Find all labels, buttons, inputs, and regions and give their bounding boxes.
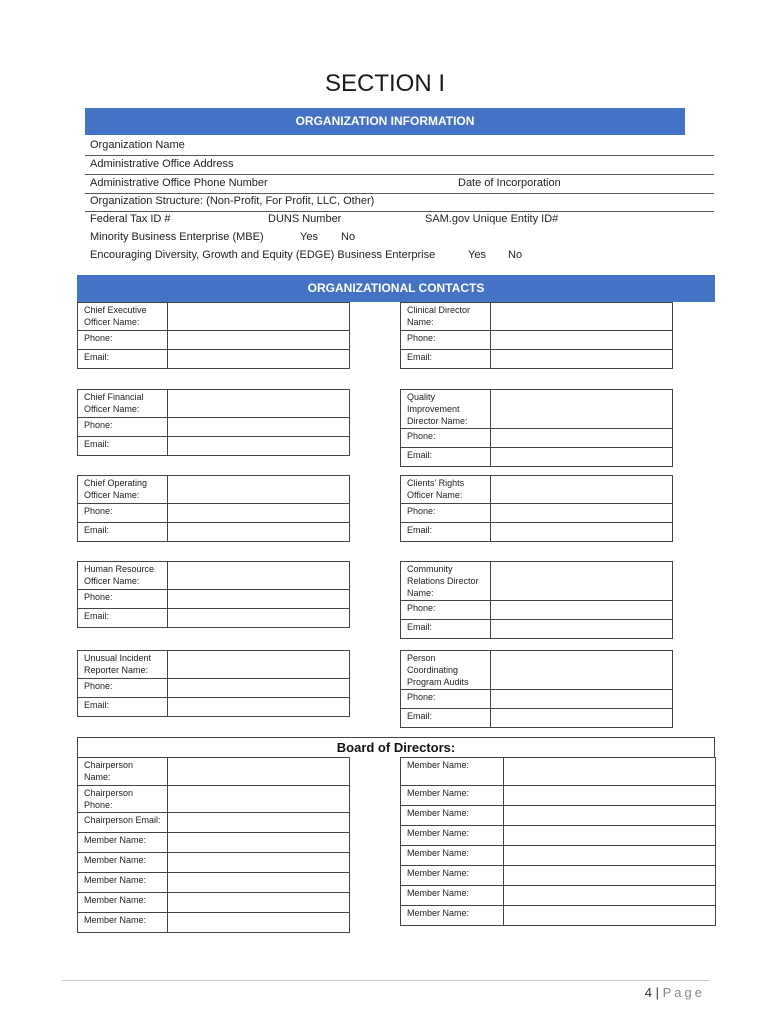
contact-email-label: Email: <box>78 698 168 717</box>
contact-email-label: Email: <box>401 448 491 467</box>
board-left-field[interactable] <box>168 893 350 913</box>
contact-table-left-4 <box>77 650 350 717</box>
board-left-field[interactable] <box>168 913 350 933</box>
board-left-label: Member Name: <box>78 893 168 913</box>
contact-email-label: Email: <box>401 620 491 639</box>
contact-email-label: Email: <box>401 523 491 542</box>
date-of-incorporation-label: Date of Incorporation <box>458 177 561 189</box>
edge-row <box>85 247 714 265</box>
contact-phone-label: Phone: <box>401 331 491 350</box>
page-number: 4 <box>644 985 652 1000</box>
contact-phone-field[interactable] <box>491 504 673 523</box>
contact-phone-field[interactable] <box>168 504 350 523</box>
contact-phone-field[interactable] <box>168 331 350 350</box>
org-structure-label: Organization Structure: (Non-Profit, For Profit, LLC, Other) <box>90 195 375 207</box>
contact-email-field[interactable] <box>168 350 350 369</box>
contact-phone-label: Phone: <box>78 679 168 698</box>
page-word: Page <box>662 985 705 1000</box>
edge-yes-option[interactable]: Yes <box>468 249 486 261</box>
board-right-label: Member Name: <box>401 866 504 886</box>
contact-table-right-3 <box>400 561 673 639</box>
board-right-label: Member Name: <box>401 786 504 806</box>
section-title: SECTION I <box>324 70 445 97</box>
org-phone-row[interactable] <box>85 175 714 194</box>
board-right-field[interactable] <box>504 786 716 806</box>
board-right-field[interactable] <box>504 866 716 886</box>
edge-label: Encouraging Diversity, Growth and Equity (EDGE) Business Enterprise <box>90 249 436 261</box>
contact-phone-label: Phone: <box>78 590 168 609</box>
org-address-label: Administrative Office Address <box>90 158 234 170</box>
contact-name-label: Chief Operating Officer Name: <box>78 476 168 504</box>
org-name-row[interactable] <box>85 137 714 156</box>
contact-name-field[interactable] <box>491 390 673 429</box>
contact-email-label: Email: <box>78 437 168 456</box>
mbe-yes-option[interactable]: Yes <box>300 231 318 243</box>
contact-name-field[interactable] <box>491 651 673 690</box>
contact-email-field[interactable] <box>491 350 673 369</box>
board-right-field[interactable] <box>504 906 716 926</box>
board-right-field[interactable] <box>504 846 716 866</box>
contact-email-field[interactable] <box>168 523 350 542</box>
contact-email-label: Email: <box>78 523 168 542</box>
mbe-no-option[interactable]: No <box>341 231 356 243</box>
tax-id-row[interactable] <box>85 211 714 229</box>
contact-email-field[interactable] <box>491 620 673 639</box>
contact-phone-field[interactable] <box>168 679 350 698</box>
contact-table-left-3 <box>77 561 350 628</box>
contact-table-left-2 <box>77 475 350 542</box>
board-left-label: Chairperson Name: <box>78 758 168 786</box>
contact-phone-label: Phone: <box>78 418 168 437</box>
contact-table-right-2 <box>400 475 673 542</box>
contact-name-field[interactable] <box>168 303 350 331</box>
contact-name-field[interactable] <box>168 476 350 504</box>
contact-email-field[interactable] <box>491 448 673 467</box>
duns-label: DUNS Number <box>268 213 342 225</box>
board-left-field[interactable] <box>168 786 350 813</box>
org-address-row[interactable] <box>85 156 714 175</box>
contact-phone-label: Phone: <box>401 601 491 620</box>
footer-divider <box>62 980 710 981</box>
contact-email-field[interactable] <box>491 523 673 542</box>
page-separator: | <box>655 985 659 1000</box>
contact-table-left-0 <box>77 302 350 369</box>
contact-email-label: Email: <box>78 350 168 369</box>
board-left-label: Chairperson Phone: <box>78 786 168 813</box>
board-left-field[interactable] <box>168 813 350 833</box>
contact-phone-label: Phone: <box>401 504 491 523</box>
organization-information-header: ORGANIZATION INFORMATION <box>85 108 685 135</box>
board-table-left <box>77 757 350 933</box>
contact-phone-field[interactable] <box>168 590 350 609</box>
contact-name-label: Chief Financial Officer Name: <box>78 390 168 418</box>
contact-name-label: Person Coordinating Program Audits <box>401 651 491 690</box>
board-right-field[interactable] <box>504 758 716 786</box>
contact-name-label: Chief Executive Officer Name: <box>78 303 168 331</box>
contact-name-label: Clients’ Rights Officer Name: <box>401 476 491 504</box>
org-name-label: Organization Name <box>90 139 185 151</box>
mbe-row <box>85 229 714 247</box>
contact-name-label: Unusual Incident Reporter Name: <box>78 651 168 679</box>
contact-phone-field[interactable] <box>168 418 350 437</box>
board-left-field[interactable] <box>168 758 350 786</box>
board-left-field[interactable] <box>168 833 350 853</box>
contact-phone-label: Phone: <box>78 331 168 350</box>
board-left-field[interactable] <box>168 853 350 873</box>
board-left-label: Member Name: <box>78 833 168 853</box>
org-phone-label: Administrative Office Phone Number <box>90 177 268 189</box>
board-left-field[interactable] <box>168 873 350 893</box>
contact-name-field[interactable] <box>491 476 673 504</box>
contact-table-right-4 <box>400 650 673 728</box>
organizational-contacts-header: ORGANIZATIONAL CONTACTS <box>77 275 715 302</box>
page-footer <box>645 985 705 1000</box>
board-right-label: Member Name: <box>401 886 504 906</box>
contact-phone-field[interactable] <box>491 331 673 350</box>
board-left-label: Member Name: <box>78 873 168 893</box>
contact-name-field[interactable] <box>168 390 350 418</box>
mbe-label: Minority Business Enterprise (MBE) <box>90 231 264 243</box>
contact-phone-label: Phone: <box>78 504 168 523</box>
contact-email-label: Email: <box>401 350 491 369</box>
sam-label: SAM.gov Unique Entity ID# <box>425 213 559 225</box>
contact-name-field[interactable] <box>168 562 350 590</box>
board-right-field[interactable] <box>504 886 716 906</box>
board-right-label: Member Name: <box>401 758 504 786</box>
edge-no-option[interactable]: No <box>508 249 523 261</box>
contact-phone-field[interactable] <box>491 601 673 620</box>
board-right-label: Member Name: <box>401 846 504 866</box>
board-left-label: Member Name: <box>78 853 168 873</box>
contact-name-field[interactable] <box>491 562 673 601</box>
contact-table-right-1 <box>400 389 673 467</box>
board-table-right <box>400 757 716 926</box>
contact-phone-field[interactable] <box>491 429 673 448</box>
contact-name-label: Clinical Director Name: <box>401 303 491 331</box>
board-left-label: Member Name: <box>78 913 168 933</box>
contact-email-field[interactable] <box>168 609 350 628</box>
board-right-label: Member Name: <box>401 906 504 926</box>
contact-email-field[interactable] <box>168 437 350 456</box>
contact-name-label: Human Resource Officer Name: <box>78 562 168 590</box>
contact-table-right-0 <box>400 302 673 369</box>
board-of-directors-title: Board of Directors: <box>336 740 456 755</box>
board-right-label: Member Name: <box>401 826 504 846</box>
board-right-label: Member Name: <box>401 806 504 826</box>
contact-phone-label: Phone: <box>401 690 491 709</box>
tax-id-label: Federal Tax ID # <box>90 213 171 225</box>
board-left-label: Chairperson Email: <box>78 813 168 833</box>
contact-email-field[interactable] <box>168 698 350 717</box>
contact-email-label: Email: <box>78 609 168 628</box>
contact-name-field[interactable] <box>491 303 673 331</box>
contact-phone-label: Phone: <box>401 429 491 448</box>
contact-name-label: Community Relations Director Name: <box>401 562 491 601</box>
contact-phone-field[interactable] <box>491 690 673 709</box>
contact-name-label: Quality Improvement Director Name: <box>401 390 491 429</box>
org-structure-row[interactable] <box>85 193 714 212</box>
board-right-field[interactable] <box>504 826 716 846</box>
contact-name-field[interactable] <box>168 651 350 679</box>
contact-email-field[interactable] <box>491 709 673 728</box>
contact-table-left-1 <box>77 389 350 456</box>
contact-email-label: Email: <box>401 709 491 728</box>
board-right-field[interactable] <box>504 806 716 826</box>
